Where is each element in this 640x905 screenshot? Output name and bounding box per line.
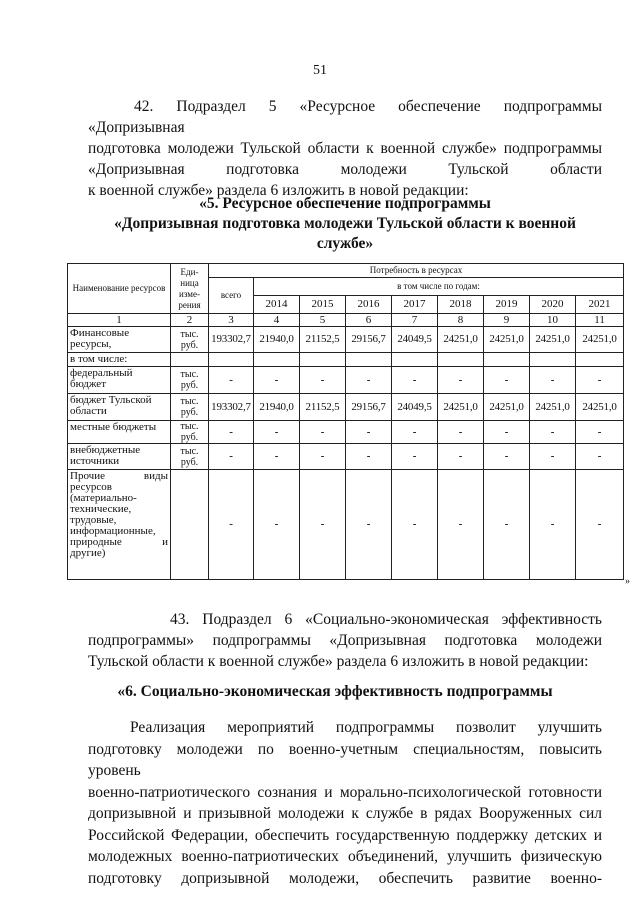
row-value: 21940,0 (254, 394, 300, 421)
row-value: - (438, 421, 484, 444)
row-value: - (209, 444, 254, 470)
column-number: 2 (171, 314, 209, 327)
page-number: 51 (313, 63, 327, 78)
row-value (576, 353, 624, 367)
row-value: 24049,5 (392, 394, 438, 421)
resource-table (67, 263, 624, 580)
row-name: Прочие виды ресурсов (материально-технические, трудовые, информационные, природные и другие) (68, 470, 171, 580)
item-42-line: к военной службе» раздела 6 изложить в новой редакции: (88, 182, 469, 199)
body-line: допризывной и призывной молодежи к службе в рядах Вооруженных сил (88, 805, 602, 822)
section-5-title (88, 194, 602, 254)
row-value: 24251,0 (530, 394, 576, 421)
row-unit: тыс. руб. (171, 367, 209, 394)
row-value: 21152,5 (300, 394, 346, 421)
header-need: Потребность в ресурсах (209, 264, 624, 278)
row-value: - (346, 421, 392, 444)
body-line: молодежных военно-патриотических объединений, улучшить физическую (88, 848, 602, 865)
row-value: - (254, 421, 300, 444)
row-value: - (254, 367, 300, 394)
item-43-paragraph (88, 609, 602, 672)
row-value: 21152,5 (300, 327, 346, 353)
column-number: 10 (530, 314, 576, 327)
row-unit: тыс. руб. (171, 421, 209, 444)
row-value: 24251,0 (576, 394, 624, 421)
body-paragraph (88, 717, 602, 889)
header-year: 2021 (576, 296, 624, 314)
header-by-years: в том числе по годам: (254, 278, 624, 296)
item-43-line: Тульской области к военной службе» раздела 6 изложить в новой редакции: (88, 653, 589, 670)
header-year: 2015 (300, 296, 346, 314)
row-value: 24251,0 (576, 327, 624, 353)
row-value: - (300, 367, 346, 394)
row-value: - (576, 470, 624, 580)
row-value: 24251,0 (484, 394, 530, 421)
row-value: - (209, 470, 254, 580)
row-value: - (438, 470, 484, 580)
header-year: 2019 (484, 296, 530, 314)
body-line: подготовку молодежи по военно-учетным специальностям, повысить уровень (88, 740, 602, 779)
row-name: Финансовые ресурсы, (68, 327, 171, 353)
column-number: 8 (438, 314, 484, 327)
row-value (254, 353, 300, 367)
header-year: 2014 (254, 296, 300, 314)
row-name: бюджет Тульской области (68, 394, 171, 421)
section-5-title-line: «5. Ресурсное обеспечение подпрограммы (199, 195, 491, 212)
header-unit: Еди-ница изме-рения (171, 264, 209, 314)
row-value: 193302,7 (209, 394, 254, 421)
row-name: в том числе: (68, 353, 171, 367)
column-number: 4 (254, 314, 300, 327)
row-value (530, 353, 576, 367)
header-year: 2016 (346, 296, 392, 314)
row-value: - (576, 367, 624, 394)
table-row (68, 353, 624, 367)
row-unit (171, 353, 209, 367)
table-row (68, 367, 624, 394)
closing-quote: » (625, 576, 630, 587)
header-year: 2017 (392, 296, 438, 314)
row-value: - (392, 470, 438, 580)
row-value: - (392, 421, 438, 444)
column-number: 5 (300, 314, 346, 327)
row-value: 24251,0 (484, 327, 530, 353)
row-value: 21940,0 (254, 327, 300, 353)
table-body (68, 327, 624, 580)
row-value: - (484, 421, 530, 444)
header-name: Наименование ресурсов (68, 264, 171, 314)
row-value: - (300, 470, 346, 580)
body-line: подготовку допризывной молодежи, обеспечить развитие военно- (88, 869, 602, 887)
row-value (392, 353, 438, 367)
column-number-row (68, 314, 624, 327)
header-year: 2020 (530, 296, 576, 314)
row-value: - (300, 421, 346, 444)
row-value: - (484, 444, 530, 470)
row-name: местные бюджеты (68, 421, 171, 444)
row-value (346, 353, 392, 367)
table-row (68, 470, 624, 580)
row-value: - (209, 367, 254, 394)
row-name: федеральный бюджет (68, 367, 171, 394)
table-row (68, 327, 624, 353)
row-value: - (209, 421, 254, 444)
header-year: 2018 (438, 296, 484, 314)
item-42-line: 42. Подраздел 5 «Ресурсное обеспечение подпрограммы «Допризывная (88, 98, 602, 136)
row-value: - (300, 444, 346, 470)
header-total: всего (209, 278, 254, 314)
column-number: 11 (576, 314, 624, 327)
column-number: 1 (68, 314, 171, 327)
row-value (438, 353, 484, 367)
row-value: 29156,7 (346, 327, 392, 353)
row-value: - (530, 470, 576, 580)
row-value: - (438, 444, 484, 470)
row-value: - (392, 444, 438, 470)
row-value: - (530, 367, 576, 394)
section-5-title-line: службе» (316, 235, 374, 252)
column-number: 6 (346, 314, 392, 327)
row-value: - (346, 470, 392, 580)
row-name: внебюджетные источники (68, 444, 171, 470)
item-42-line: подготовка молодежи Тульской области к военной службе» подпрограммы (88, 140, 602, 157)
row-value: 29156,7 (346, 394, 392, 421)
row-value: - (530, 444, 576, 470)
row-value (484, 353, 530, 367)
row-value: - (438, 367, 484, 394)
table-row (68, 394, 624, 421)
row-value: - (346, 367, 392, 394)
column-number: 9 (484, 314, 530, 327)
column-number: 3 (209, 314, 254, 327)
row-value: 24049,5 (392, 327, 438, 353)
row-unit: тыс. руб. (171, 394, 209, 421)
row-unit (171, 470, 209, 580)
section-5-title-line: «Допризывная подготовка молодежи Тульской области к военной (114, 215, 576, 232)
row-value: - (576, 421, 624, 444)
item-42-line: «Допризывная подготовка молодежи Тульской области (88, 161, 602, 178)
body-line: Реализация мероприятий подпрограммы позволит улучшить (130, 719, 602, 736)
row-value: - (254, 470, 300, 580)
row-value (300, 353, 346, 367)
column-number: 7 (392, 314, 438, 327)
row-unit: тыс. руб. (171, 327, 209, 353)
item-43-line: 43. Подраздел 6 «Социально-экономическая эффективность (170, 611, 602, 628)
row-unit: тыс. руб. (171, 444, 209, 470)
row-value: - (484, 367, 530, 394)
body-line: военно-патриотического сознания и морально-психологической готовности (88, 783, 602, 801)
table-header-row (68, 264, 624, 278)
body-line: Российской Федерации, обеспечить государственную поддержку детских и (88, 826, 602, 844)
row-value: - (392, 367, 438, 394)
row-value: 24251,0 (438, 327, 484, 353)
table-row (68, 444, 624, 470)
row-value: 24251,0 (438, 394, 484, 421)
item-42-paragraph (88, 96, 602, 201)
row-value: 24251,0 (530, 327, 576, 353)
row-value: - (576, 444, 624, 470)
section-6-title: «6. Социально-экономическая эффективность подпрограммы (117, 683, 553, 700)
row-value: 193302,7 (209, 327, 254, 353)
row-value (209, 353, 254, 367)
item-43-line: подпрограммы» подпрограммы «Допризывная подготовка молодежи (88, 632, 602, 649)
row-value: - (484, 470, 530, 580)
row-value: - (530, 421, 576, 444)
table-row (68, 421, 624, 444)
row-value: - (254, 444, 300, 470)
row-value: - (346, 444, 392, 470)
